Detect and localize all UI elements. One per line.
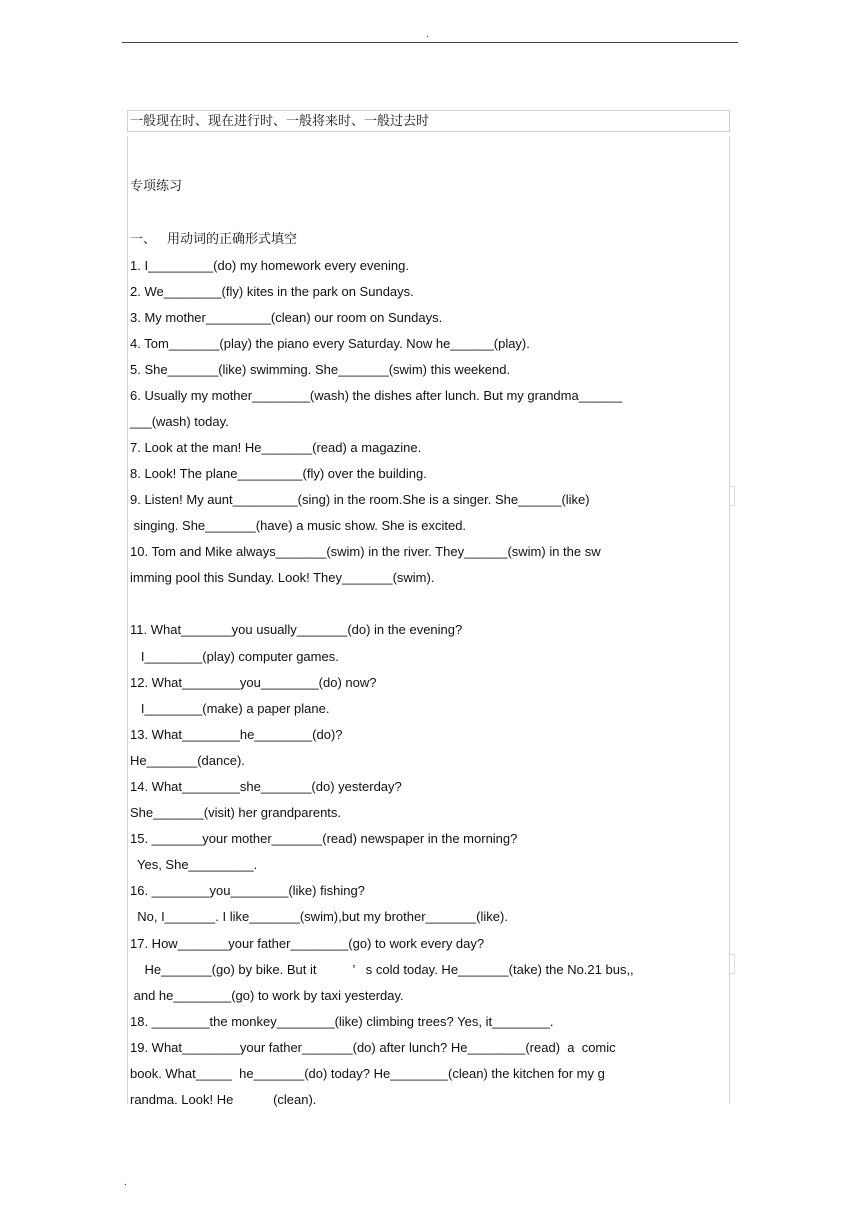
- exercise-line-9: 9. Listen! My aunt_________(sing) in the room.She is a singer. She______(like): [130, 492, 590, 507]
- exercise-line-14: 14. What________she_______(do) yesterday?: [130, 779, 402, 794]
- exercise-line-16-answer: No, I_______. I like_______(swim),but my brother_______(like).: [130, 909, 508, 924]
- header-dot: .: [426, 29, 429, 40]
- document-title: 一般现在时、现在进行时、一般将来时、一般过去时: [130, 114, 430, 129]
- edge-mark-bottom: [730, 954, 735, 974]
- exercise-line-19-cont: book. What_____ he_______(do) today? He________(clean) the kitchen for my g: [130, 1066, 605, 1081]
- section-number: 一、: [130, 232, 157, 247]
- exercise-line-15: 15. _______your mother_______(read) newspaper in the morning?: [130, 831, 518, 846]
- exercise-line-4: 4. Tom_______(play) the piano every Saturday. Now he______(play).: [130, 336, 530, 351]
- exercise-line-17-cont: and he________(go) to work by taxi yesterday.: [130, 988, 404, 1003]
- exercise-line-18: 18. ________the monkey________(like) climbing trees? Yes, it________.: [130, 1014, 554, 1029]
- content-frame: [127, 136, 730, 1104]
- subtitle: 专项练习: [130, 179, 183, 194]
- exercise-line-12: 12. What________you________(do) now?: [130, 675, 377, 690]
- exercise-line-11: 11. What_______you usually_______(do) in the evening?: [130, 622, 463, 637]
- exercise-line-17-answer: He_______(go) by bike. But it ’ s cold today. He_______(take) the No.21 bus,,: [130, 962, 634, 977]
- exercise-line-12-answer: I________(make) a paper plane.: [130, 701, 330, 716]
- exercise-line-11-answer: I________(play) computer games.: [130, 649, 339, 664]
- title-box: [127, 110, 730, 132]
- exercise-line-15-answer: Yes, She_________.: [130, 857, 258, 872]
- exercise-line-8: 8. Look! The plane_________(fly) over the building.: [130, 466, 427, 481]
- exercise-line-6: 6. Usually my mother________(wash) the dishes after lunch. But my grandma______: [130, 388, 623, 403]
- exercise-line-19-end: randma. Look! He (clean).: [130, 1092, 317, 1107]
- exercise-line-17: 17. How_______your father________(go) to work every day?: [130, 936, 485, 951]
- exercise-line-16: 16. ________you________(like) fishing?: [130, 883, 365, 898]
- footer-dot: .: [124, 1177, 127, 1188]
- exercise-line-13-answer: He_______(dance).: [130, 753, 245, 768]
- exercise-line-10: 10. Tom and Mike always_______(swim) in the river. They______(swim) in the sw: [130, 544, 601, 559]
- edge-mark-top: [730, 486, 735, 506]
- exercise-line-7: 7. Look at the man! He_______(read) a magazine.: [130, 440, 422, 455]
- exercise-line-5: 5. She_______(like) swimming. She_______(swim) this weekend.: [130, 362, 511, 377]
- exercise-line-2: 2. We________(fly) kites in the park on Sundays.: [130, 284, 414, 299]
- exercise-line-1: 1. I_________(do) my homework every evening.: [130, 258, 409, 273]
- exercise-line-13: 13. What________he________(do)?: [130, 727, 343, 742]
- exercise-line-6-cont: ___(wash) today.: [130, 414, 229, 429]
- header-rule: [122, 42, 738, 43]
- section-heading: 用动词的正确形式填空: [167, 232, 298, 247]
- exercise-line-19: 19. What________your father_______(do) after lunch? He________(read) a comic: [130, 1040, 616, 1055]
- exercise-line-10-cont: imming pool this Sunday. Look! They_______(swim).: [130, 570, 435, 585]
- exercise-line-14-answer: She_______(visit) her grandparents.: [130, 805, 342, 820]
- exercise-line-9-cont: singing. She_______(have) a music show. She is excited.: [130, 518, 467, 533]
- exercise-line-3: 3. My mother_________(clean) our room on Sundays.: [130, 310, 443, 325]
